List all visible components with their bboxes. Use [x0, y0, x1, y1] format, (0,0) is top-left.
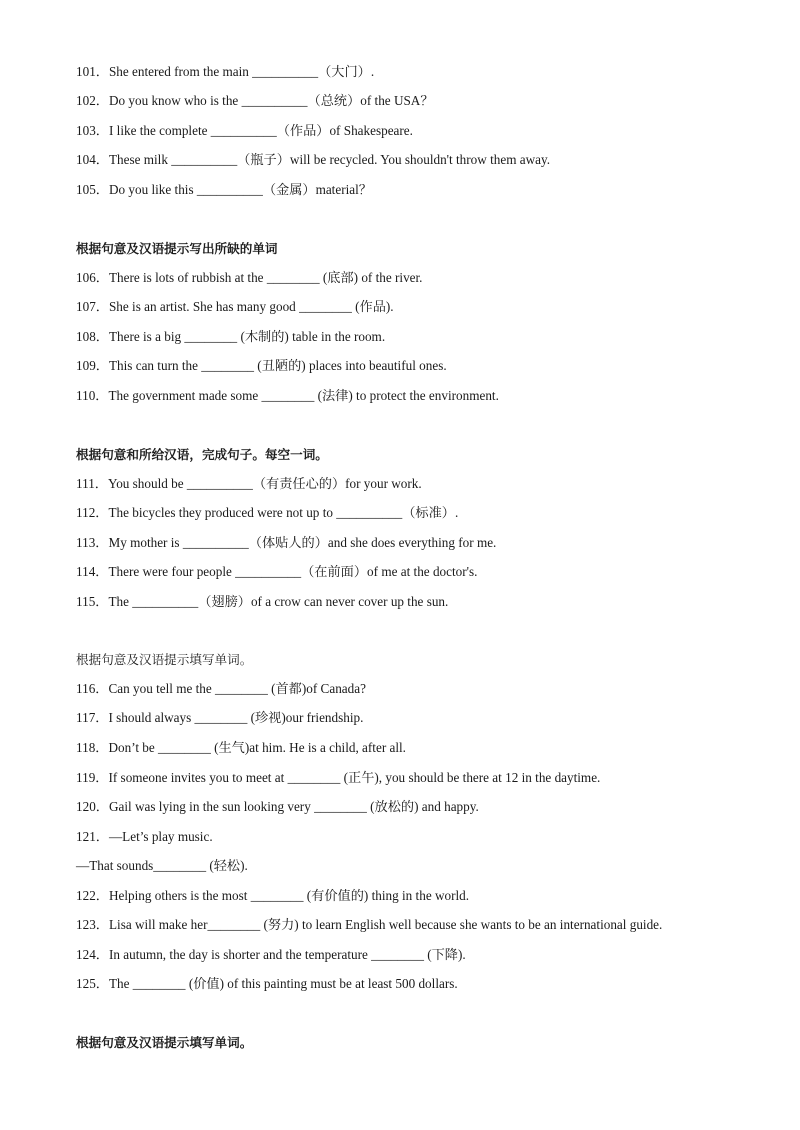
question-123: 123．Lisa will make her________ (努力) to learn English well because she wants to be an international guide.: [76, 917, 663, 932]
question-125: 125．The ________ (价值) of this painting must be at least 500 dollars.: [76, 976, 458, 991]
section-heading-3: 根据句意和所给汉语，完成句子。每空一词。: [76, 447, 328, 462]
question-112: 112．The bicycles they produced were not up to __________（标准）.: [76, 505, 459, 520]
question-124: 124．In autumn, the day is shorter and the temperature ________ (下降).: [76, 947, 466, 962]
question-117: 117．I should always ________ (珍视)our friendship.: [76, 710, 364, 725]
question-121-response: —That sounds________ (轻松).: [76, 858, 248, 873]
question-118: 118．Don’t be ________ (生气)at him. He is a child, after all.: [76, 740, 406, 755]
section-heading-5: 根据句意及汉语提示填写单词。: [76, 1035, 253, 1050]
question-109: 109．This can turn the ________ (丑陋的) places into beautiful ones.: [76, 358, 447, 373]
question-107: 107．She is an artist. She has many good ________ (作品).: [76, 299, 394, 314]
question-104: 104．These milk __________（瓶子）will be recycled. You shouldn't throw them away.: [76, 152, 551, 167]
question-106: 106．There is lots of rubbish at the ________ (底部) of the river.: [76, 270, 423, 285]
question-101: 101．She entered from the main __________（大门）.: [76, 64, 375, 79]
question-120: 120．Gail was lying in the sun looking very ________ (放松的) and happy.: [76, 799, 479, 814]
section-heading-4: 根据句意及汉语提示填写单词。: [76, 652, 253, 667]
question-121: 121．—Let’s play music.: [76, 829, 213, 844]
question-105: 105．Do you like this __________（金属）material？: [76, 182, 372, 197]
section-heading-2: 根据句意及汉语提示写出所缺的单词: [76, 241, 278, 256]
question-102: 102．Do you know who is the __________（总统）of the USA？: [76, 93, 434, 108]
question-114: 114．There were four people __________（在前面）of me at the doctor's.: [76, 564, 478, 579]
question-113: 113．My mother is __________（体贴人的）and she does everything for me.: [76, 535, 497, 550]
question-115: 115．The __________（翅膀）of a crow can never cover up the sun.: [76, 594, 449, 609]
question-116: 116．Can you tell me the ________ (首都)of Canada?: [76, 681, 366, 696]
question-103: 103．I like the complete __________（作品）of Shakespeare.: [76, 123, 413, 138]
question-111: 111．You should be __________（有责任心的）for your work.: [76, 476, 422, 491]
question-108: 108．There is a big ________ (木制的) table in the room.: [76, 329, 386, 344]
question-119: 119．If someone invites you to meet at ________ (正午), you should be there at 12 in the daytime.: [76, 770, 601, 785]
question-122: 122．Helping others is the most ________ (有价值的) thing in the world.: [76, 888, 470, 903]
question-110: 110．The government made some ________ (法律) to protect the environment.: [76, 388, 499, 403]
